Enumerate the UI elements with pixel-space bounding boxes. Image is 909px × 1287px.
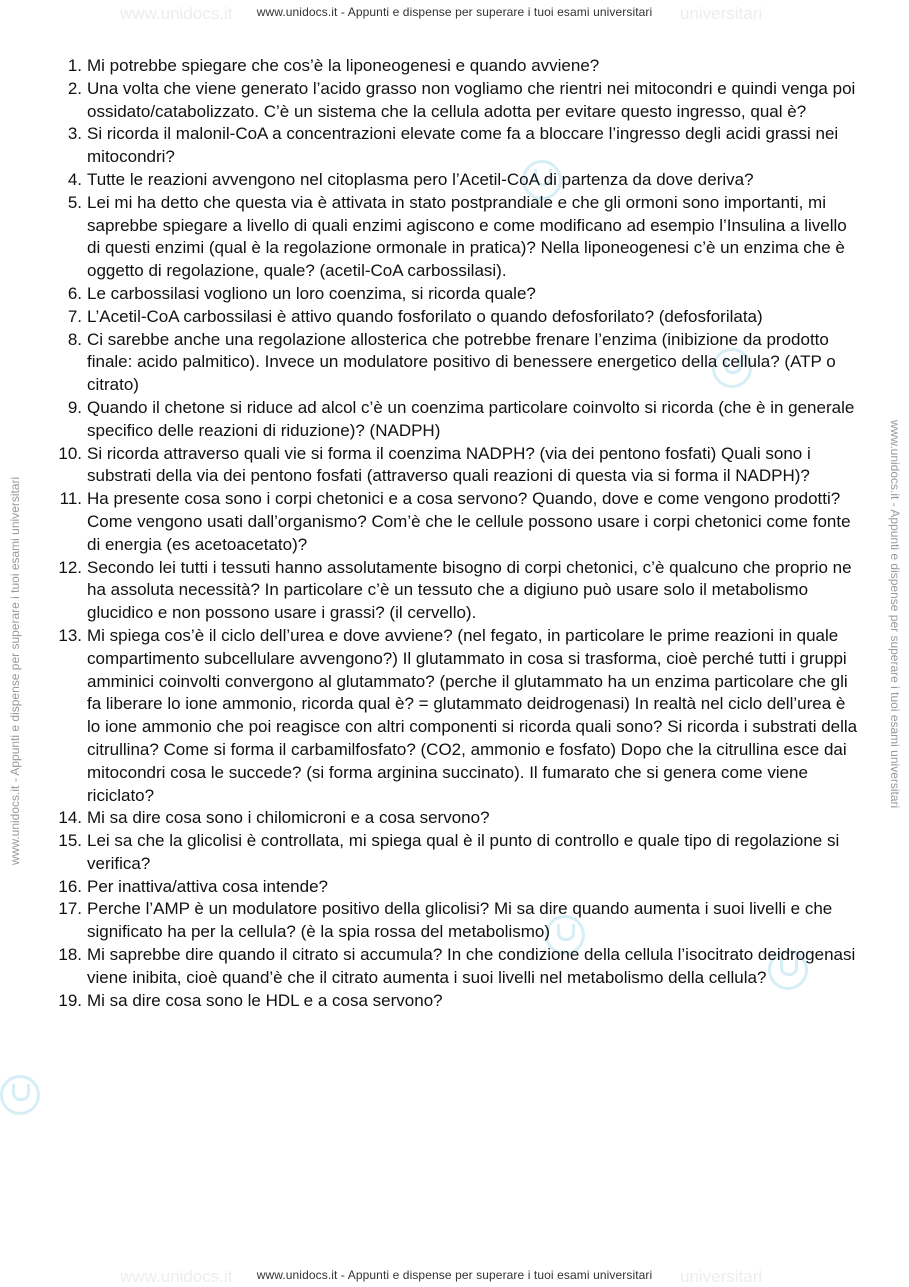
- item-number: 13.: [58, 625, 82, 645]
- list-item: [50, 169, 860, 192]
- item-number: 4.: [67, 169, 82, 189]
- item-text: Secondo lei tutti i tessuti hanno assolutamente bisogno di corpi chetonici, c’è qualcuno che proprio ne ha assoluta necessità? In particolare c’è un tessuto che a digiuno può usare solo il metabolismo glucidico e non possono usare i grassi? (il cervello).: [87, 557, 852, 623]
- ghost-watermark-top: www.unidocs.it: [120, 4, 233, 23]
- item-text: Per inattiva/attiva cosa intende?: [87, 876, 328, 896]
- item-number: 10.: [58, 443, 82, 463]
- item-text: Mi sa dire cosa sono i chilomicroni e a cosa servono?: [87, 808, 490, 828]
- item-text: Le carbossilasi vogliono un loro coenzima, si ricorda quale?: [87, 283, 536, 303]
- item-number: 5.: [67, 192, 82, 212]
- list-item: [50, 990, 860, 1013]
- list-item: [50, 488, 860, 556]
- item-text: Lei sa che la glicolisi è controllata, mi spiega qual è il punto di controllo e quale tipo di regolazione si verifica?: [87, 831, 840, 873]
- item-number: 1.: [67, 56, 82, 75]
- item-number: 8.: [67, 329, 82, 349]
- list-item: [50, 306, 860, 329]
- ghost-watermark-bottom: www.unidocs.it: [120, 1267, 233, 1286]
- side-watermark-right: www.unidocs.it - Appunti e dispense per superare i tuoi esami universitari: [888, 420, 902, 809]
- header-watermark: www.unidocs.it - Appunti e dispense per superare i tuoi esami universitari: [256, 5, 653, 19]
- item-number: 2.: [67, 78, 82, 98]
- item-number: 19.: [58, 990, 82, 1010]
- item-number: 15.: [58, 831, 82, 851]
- item-text: Lei mi ha detto che questa via è attivata in stato postprandiale e che gli ormoni sono importanti, mi saprebbe spiegare a livello di quali enzimi agiscono e come modificano ad esempio l’Insulina a livello di questi enzimi (qual è la regolazione ormonale in pratica)? Nella liponeogenesi c’è un enzima che è oggetto di regolazione, quale? (acetil-CoA carbossilasi).: [87, 192, 847, 281]
- list-item: [50, 557, 860, 625]
- footer-watermark: www.unidocs.it - Appunti e dispense per superare i tuoi esami universitari: [256, 1268, 653, 1282]
- list-item: [50, 397, 860, 443]
- question-list: [50, 55, 860, 1012]
- list-item: [50, 329, 860, 397]
- list-item: [50, 807, 860, 830]
- list-item: [50, 78, 860, 124]
- unidocs-logo-icon: [0, 1075, 40, 1115]
- item-number: 16.: [58, 876, 82, 896]
- list-item: [50, 443, 860, 489]
- item-text: Quando il chetone si riduce ad alcol c’è un coenzima particolare coinvolto si ricorda (che è in generale specifico delle reazioni di riduzione)? (NADPH): [87, 397, 855, 440]
- item-text: Una volta che viene generato l’acido grasso non vogliamo che rientri nei mitocondri e quindi venga poi ossidato/catabolizzato. C’è un sistema che la cellula adotta per evitare questo ingresso, qual è?: [87, 78, 856, 121]
- item-text: Mi spiega cos’è il ciclo dell’urea e dove avviene? (nel fegato, in particolare le prime reazioni in quale compartimento subcellulare avvengono?) Il glutammato in cosa si trasforma, cioè perché tutti i gruppi amminici coinvolti convergono al glutammato? (perche il glutammato ha un enzima particolare che gli fa liberare lo ione ammonio, ricorda qual è? = glutammato deidrogenasi) In realtà nel ciclo dell’urea è lo ione ammonio che poi reagisce con altri componenti si ricorda quali sono? Si ricorda i substrati della citrullina? Come si forma il carbamilfosfato? (CO2, ammonio e fosfato) Dopo che la citrullina esce dai mitocondri cosa le succede? (si forma arginina succinato). Il fumarato che si genera come viene riciclato?: [87, 625, 858, 805]
- list-item: [50, 55, 860, 78]
- item-text: Mi sa dire cosa sono le HDL e a cosa servono?: [87, 990, 443, 1010]
- item-text: L’Acetil-CoA carbossilasi è attivo quando fosforilato o quando defosforilato? (defosforilata): [87, 306, 763, 326]
- list-item: [50, 876, 860, 899]
- item-text: Tutte le reazioni avvengono nel citoplasma pero l’Acetil-CoA di partenza da dove deriva?: [87, 169, 754, 189]
- item-text: Ha presente cosa sono i corpi chetonici e a cosa servono? Quando, dove e come vengono prodotti? Come vengono usati dall’organismo? Com’è che le cellule possono usare i corpi chetonici come fonte di energia (es acetoacetato)?: [87, 489, 851, 554]
- item-text: Mi saprebbe dire quando il citrato si accumula? In che condizione della cellula l’isocitrato deidrogenasi viene inibita, cioè quand’è che il citrato aumenta i suoi livelli nel metabolismo della cellula?: [87, 945, 856, 987]
- list-item: [50, 944, 860, 990]
- item-number: 14.: [58, 808, 82, 828]
- ghost-watermark-top-right: universitari: [680, 4, 763, 23]
- list-item: [50, 898, 860, 944]
- item-text: Ci sarebbe anche una regolazione allosterica che potrebbe frenare l’enzima (inibizione da prodotto finale: acido palmitico). Invece un modulatore positivo di benessere energetico della cellula? (ATP o citrato): [87, 329, 836, 395]
- item-number: 18.: [58, 945, 82, 965]
- list-item: [50, 830, 860, 876]
- item-number: 7.: [67, 306, 82, 326]
- item-text: Si ricorda il malonil-CoA a concentrazioni elevate come fa a bloccare l’ingresso degli acidi grassi nei mitocondri?: [87, 124, 839, 167]
- item-text: Mi potrebbe spiegare che cos’è la liponeogenesi e quando avviene?: [87, 56, 600, 75]
- side-watermark-left: www.unidocs.it - Appunti e dispense per superare i tuoi esami universitari: [8, 476, 22, 865]
- ghost-watermark-bottom-right: universitari: [680, 1267, 763, 1286]
- item-number: 6.: [67, 283, 82, 303]
- item-number: 3.: [67, 124, 82, 144]
- item-text: Si ricorda attraverso quali vie si forma il coenzima NADPH? (via dei pentono fosfati) Quali sono i substrati della via dei pentono fosfati (attraverso quali reazioni di questa via si forma il NADPH)?: [87, 443, 811, 486]
- item-number: 17.: [58, 899, 82, 919]
- list-item: [50, 123, 860, 169]
- item-number: 9.: [67, 397, 82, 417]
- item-text: Perche l’AMP è un modulatore positivo della glicolisi? Mi sa dire quando aumenta i suoi livelli e che significato ha per la cellula? (è la spia rossa del metabolismo): [87, 899, 833, 942]
- item-number: 12.: [58, 557, 82, 577]
- list-item: [50, 625, 860, 807]
- list-item: [50, 283, 860, 306]
- list-item: [50, 192, 860, 283]
- item-number: 11.: [59, 489, 82, 509]
